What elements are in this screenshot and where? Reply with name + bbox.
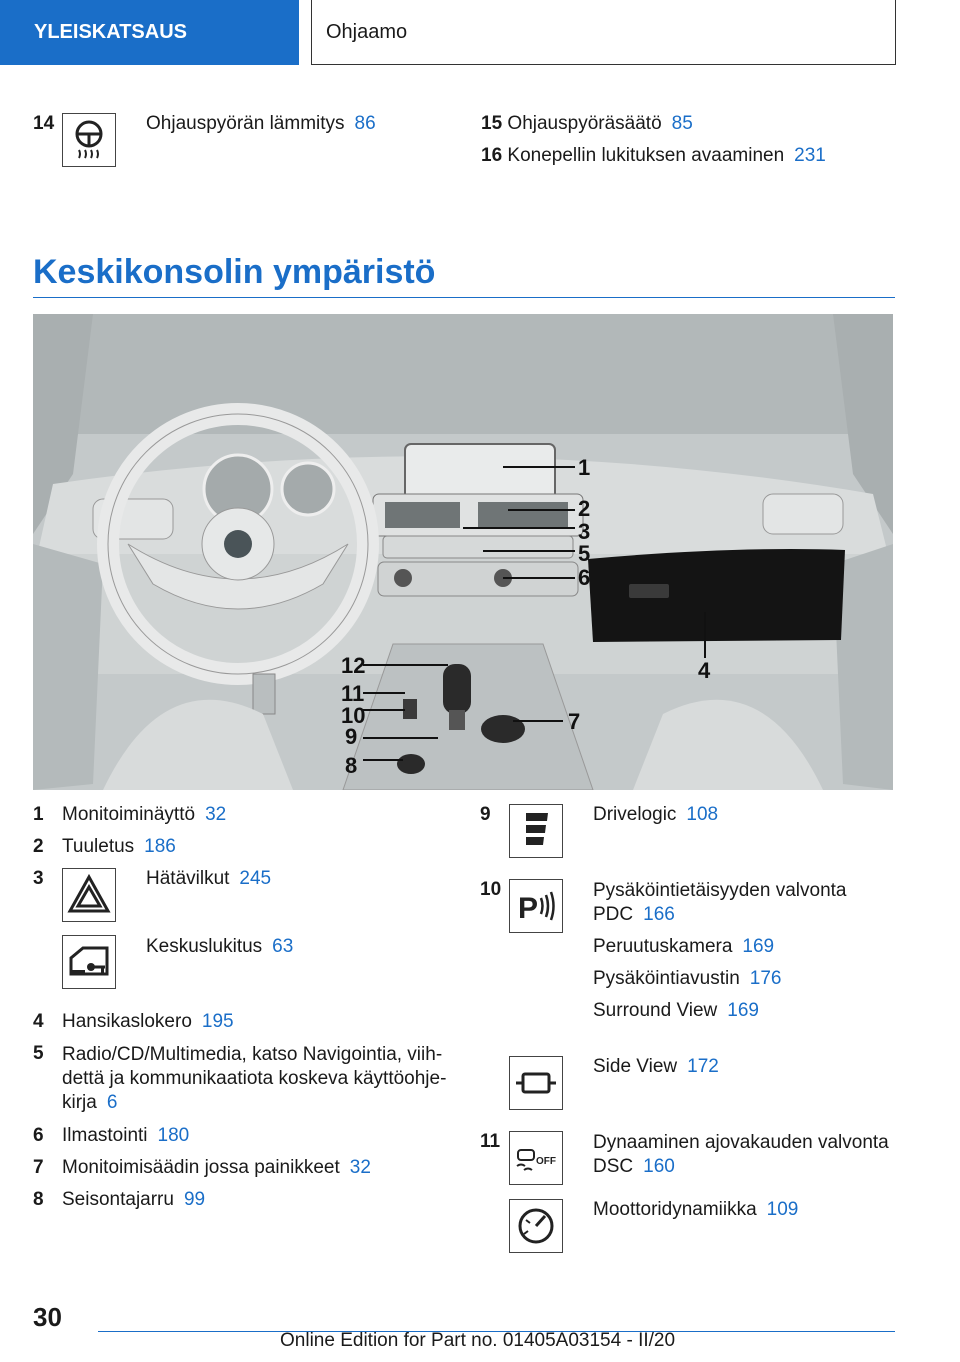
chapter-tab[interactable]	[0, 0, 299, 65]
callout-label: 11	[341, 681, 365, 706]
page-ref-link[interactable]: 166	[643, 904, 675, 925]
list-item: Seisontajarru 99	[62, 1189, 206, 1210]
page-ref-link[interactable]: 86	[354, 113, 376, 134]
list-item: Surround View 169	[593, 1000, 759, 1021]
list-item: Monitoimisäädin jossa painikkeet 32	[62, 1157, 371, 1178]
page-ref-link[interactable]: 169	[742, 936, 775, 957]
page-ref-link[interactable]: 6	[106, 1092, 118, 1113]
page-ref-link[interactable]: 180	[157, 1125, 190, 1146]
list-item: Hansikaslokero 195	[62, 1011, 234, 1032]
callout-label: 9	[345, 724, 358, 749]
svg-text:P: P	[518, 892, 539, 925]
item-number: 16	[481, 145, 503, 166]
item-number: 4	[33, 1011, 44, 1032]
hazard-warning-icon	[62, 868, 116, 922]
park-distance-control-icon	[509, 879, 563, 933]
callout-label: 4	[698, 658, 711, 683]
page-title: Keskikonsolin ympäristö	[33, 253, 436, 291]
page-ref-link[interactable]: 99	[183, 1189, 206, 1210]
item-number: 9	[480, 804, 491, 825]
page-ref-link[interactable]: 160	[643, 1156, 675, 1177]
page-ref-link[interactable]: 32	[205, 804, 227, 825]
list-item: 15 Ohjauspyöräsäätö 85	[481, 113, 693, 134]
list-item: 16 Konepellin lukituksen avaaminen 231	[481, 145, 826, 166]
edition-footer: Online Edition for Part no. 01405A03154 - II/20	[280, 1330, 676, 1351]
page-ref-link[interactable]: 195	[201, 1011, 234, 1032]
item-number: 3	[33, 868, 44, 889]
item-number: 6	[33, 1125, 44, 1146]
callout-label: 5	[578, 541, 591, 566]
page-ref-link[interactable]: 169	[727, 1000, 759, 1021]
page-ref-link[interactable]: 176	[749, 968, 782, 989]
page-ref-link[interactable]: 85	[671, 113, 693, 134]
page-ref-link[interactable]: 245	[239, 868, 272, 889]
dsc-off-icon	[509, 1131, 563, 1185]
central-locking-icon	[62, 935, 116, 989]
page-ref-link[interactable]: 108	[686, 804, 719, 825]
callout-label: 7	[568, 709, 581, 734]
list-item: Hätävilkut 245	[146, 868, 272, 889]
page-ref-link[interactable]: 63	[272, 936, 294, 957]
item-number: 15	[481, 113, 503, 134]
page-number: 30	[33, 1302, 62, 1332]
item-number: 2	[33, 836, 44, 857]
page-ref-link[interactable]: 172	[687, 1056, 719, 1077]
page-ref-link[interactable]: 231	[794, 145, 826, 166]
heated-steering-wheel-icon	[62, 113, 116, 167]
item-number: 8	[33, 1189, 44, 1210]
list-item: Ilmastointi 180	[62, 1125, 190, 1146]
section-header	[311, 0, 896, 65]
callout-label: 8	[345, 753, 358, 778]
chapter-tab-label: YLEISKATSAUS	[34, 21, 187, 43]
cockpit-illustration	[33, 314, 893, 790]
section-header-label: Ohjaamo	[326, 20, 408, 43]
list-item: Side View 172	[593, 1056, 719, 1077]
item-number: 10	[480, 879, 502, 900]
list-item: Drivelogic 108	[593, 804, 719, 825]
title-rule	[33, 297, 895, 298]
engine-dynamics-icon	[509, 1199, 563, 1253]
item-label: Ohjauspyörän lämmitys 86	[146, 113, 376, 134]
list-item: Tuuletus 186	[62, 836, 176, 857]
page-ref-link[interactable]: 109	[766, 1199, 799, 1220]
callout-label: 10	[341, 703, 366, 728]
list-item: Radio/CD/Multimedia, katso Navigointia, viih- dettä ja kommunikaatiota koskeva käyttöohje- kirja 6	[62, 1044, 447, 1113]
callout-label: 2	[578, 496, 591, 521]
page-ref-link[interactable]: 32	[349, 1157, 371, 1178]
item-number: 11	[480, 1131, 501, 1152]
icon-label: OFF	[536, 1156, 556, 1167]
list-item: Pysäköintiavustin 176	[593, 968, 782, 989]
item-number: 7	[33, 1157, 44, 1178]
item-number: 1	[33, 804, 44, 825]
drivelogic-icon	[509, 804, 563, 858]
page-ref-link[interactable]: 186	[144, 836, 176, 857]
callout-label: 1	[578, 455, 591, 480]
item-number: 14	[33, 113, 55, 134]
callout-label: 12	[341, 653, 366, 678]
list-item: Monitoiminäyttö 32	[62, 804, 227, 825]
list-item: Peruutuskamera 169	[593, 936, 775, 957]
list-item: Moottoridynamiikka 109	[593, 1199, 799, 1220]
list-item: Pysäköintietäisyyden valvonta PDC 166	[593, 880, 847, 925]
item-number: 5	[33, 1043, 44, 1064]
side-view-camera-icon	[509, 1056, 563, 1110]
list-item: Dynaaminen ajovakauden valvonta DSC 160	[593, 1132, 889, 1177]
list-item: Keskuslukitus 63	[146, 936, 294, 957]
callout-label: 6	[578, 565, 591, 590]
callout-label: 3	[578, 519, 591, 544]
